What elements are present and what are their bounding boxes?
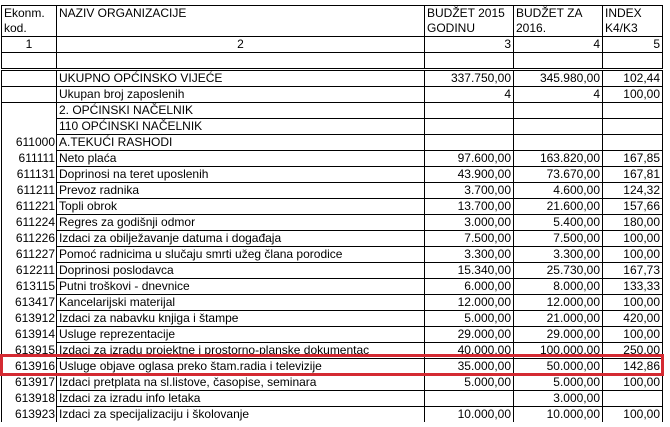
row-index: 142,86 [603, 359, 663, 375]
header-budget-2015: BUDŽET 2015 GODINU [425, 6, 514, 37]
row-name: Usluge reprezentacije [57, 327, 425, 343]
row-budget-2016: 21.600,00 [514, 199, 603, 215]
row-index: 100,00 [603, 247, 663, 263]
row-index: 100,00 [603, 295, 663, 311]
row-budget-2015: 35.000,00 [425, 359, 514, 375]
table-row [2, 263, 663, 279]
row-name: Izdaci za nabavku knjiga i štampe [57, 311, 425, 327]
column-number: 3 [425, 37, 514, 53]
header-code: Ekonm. kod. [2, 6, 57, 37]
header-index: INDEX K4/K3 [603, 6, 663, 37]
row-budget-2016: 50.000,00 [514, 359, 603, 375]
row-code: 613918 [2, 391, 57, 407]
row-code: 612211 [2, 263, 57, 279]
row-budget-2016: 3.000,00 [514, 391, 603, 407]
row-budget-2015: 7.500,00 [425, 231, 514, 247]
column-number-row [2, 37, 663, 53]
row-code: 611224 [2, 215, 57, 231]
row-budget-2016: 7.500,00 [514, 231, 603, 247]
row-budget-2015: 10.000,00 [425, 407, 514, 423]
row-budget-2016: 100.000,00 [514, 343, 603, 359]
row-code: 611211 [2, 183, 57, 199]
row-name: Doprinosi na teret uposlenih [57, 167, 425, 183]
row-name: Izdaci pretplata na sl.listove, časopise, seminara [57, 375, 425, 391]
table-row [2, 151, 663, 167]
table-row [2, 183, 663, 199]
row-budget-2016: 5.000,00 [514, 375, 603, 391]
row-index: 100,00 [603, 231, 663, 247]
row-code [2, 119, 57, 135]
column-number: 1 [2, 37, 57, 53]
row-index: 100,00 [603, 87, 663, 103]
row-budget-2016: 29.000,00 [514, 327, 603, 343]
table-row [2, 343, 663, 359]
row-budget-2016: 73.670,00 [514, 167, 603, 183]
row-code: 611131 [2, 167, 57, 183]
table-row [2, 359, 663, 375]
row-budget-2015: 6.000,00 [425, 279, 514, 295]
row-budget-2015: 12.000,00 [425, 295, 514, 311]
row-code: 611000 [2, 135, 57, 151]
row-budget-2016: 3.300,00 [514, 247, 603, 263]
column-number: 2 [57, 37, 425, 53]
row-index: 124,32 [603, 183, 663, 199]
row-index: 250,00 [603, 343, 663, 359]
row-index: 167,81 [603, 167, 663, 183]
row-name: Izdaci za izradu info letaka [57, 391, 425, 407]
row-code: 611227 [2, 247, 57, 263]
row-code: 613916 [2, 359, 57, 375]
row-budget-2015: 40.000,00 [425, 343, 514, 359]
row-budget-2015: 337.750,00 [425, 70, 514, 87]
row-name: Kancelarijski materijal [57, 295, 425, 311]
spacer-row [2, 53, 663, 70]
header-row [2, 6, 663, 37]
row-index: 133,33 [603, 279, 663, 295]
row-index: 157,66 [603, 199, 663, 215]
table-row [2, 407, 663, 423]
table-row [2, 87, 663, 103]
row-index: 167,85 [603, 151, 663, 167]
header-name: NAZIV ORGANIZACIJE [57, 6, 425, 37]
budget-table-body [2, 6, 663, 423]
table-row [2, 167, 663, 183]
row-name: Putni troškovi - dnevnice [57, 279, 425, 295]
row-code: 613923 [2, 407, 57, 423]
table-row [2, 327, 663, 343]
row-budget-2015 [425, 119, 514, 135]
row-budget-2015: 15.340,00 [425, 263, 514, 279]
row-code: 613912 [2, 311, 57, 327]
row-code: 613115 [2, 279, 57, 295]
row-budget-2016: 10.000,00 [514, 407, 603, 423]
row-name: Izdaci za obilježavanje datuma i događaja [57, 231, 425, 247]
row-index: 100,00 [603, 327, 663, 343]
row-budget-2016: 345.980,00 [514, 70, 603, 87]
row-name: Ukupan broj zaposlenih [57, 87, 425, 103]
row-code: 613914 [2, 327, 57, 343]
table-row [2, 199, 663, 215]
row-budget-2016: 25.730,00 [514, 263, 603, 279]
row-budget-2016: 12.000,00 [514, 295, 603, 311]
table-row [2, 119, 663, 135]
row-name: Pomoć radnicima u slučaju smrti užeg člana porodice [57, 247, 425, 263]
row-name: Regres za godišnji odmor [57, 215, 425, 231]
row-name: Prevoz radnika [57, 183, 425, 199]
row-code [2, 70, 57, 87]
table-row [2, 279, 663, 295]
row-budget-2016 [514, 135, 603, 151]
table-row [2, 103, 663, 119]
row-index [603, 103, 663, 119]
row-index: 420,00 [603, 311, 663, 327]
table-row [2, 375, 663, 391]
row-code: 611221 [2, 199, 57, 215]
row-code: 613917 [2, 375, 57, 391]
row-budget-2016: 5.400,00 [514, 215, 603, 231]
row-budget-2015: 3.000,00 [425, 215, 514, 231]
table-row [2, 391, 663, 407]
row-code: 613417 [2, 295, 57, 311]
row-index: 180,00 [603, 215, 663, 231]
row-code: 611226 [2, 231, 57, 247]
row-budget-2015: 3.700,00 [425, 183, 514, 199]
row-budget-2016: 4 [514, 87, 603, 103]
row-index [603, 391, 663, 407]
row-budget-2016 [514, 103, 603, 119]
row-code: 613915 [2, 343, 57, 359]
row-name: A.TEKUĆI RASHODI [57, 135, 425, 151]
row-budget-2015: 43.900,00 [425, 167, 514, 183]
row-budget-2015: 97.600,00 [425, 151, 514, 167]
row-index: 100,00 [603, 407, 663, 423]
row-budget-2015 [425, 135, 514, 151]
column-number: 4 [514, 37, 603, 53]
table-row [2, 247, 663, 263]
row-budget-2015: 5.000,00 [425, 375, 514, 391]
row-name: Neto plaća [57, 151, 425, 167]
row-name: Topli obrok [57, 199, 425, 215]
table-row [2, 311, 663, 327]
row-budget-2015: 4 [425, 87, 514, 103]
header-budget-2016: BUDŽET ZA 2016. [514, 6, 603, 37]
budget-table [1, 5, 663, 422]
row-budget-2016 [514, 119, 603, 135]
row-name: UKUPNO OPĆINSKO VIJEĆE [57, 70, 425, 87]
row-name: Izdaci za specijalizaciju i školovanje [57, 407, 425, 423]
row-budget-2015 [425, 103, 514, 119]
row-index [603, 119, 663, 135]
column-number: 5 [603, 37, 663, 53]
row-index: 167,73 [603, 263, 663, 279]
table-row [2, 215, 663, 231]
row-budget-2015: 5.000,00 [425, 311, 514, 327]
table-row [2, 70, 663, 87]
row-name: Doprinosi poslodavca [57, 263, 425, 279]
row-budget-2016: 8.000,00 [514, 279, 603, 295]
row-code [2, 103, 57, 119]
row-index [603, 135, 663, 151]
table-row [2, 231, 663, 247]
row-budget-2015 [425, 391, 514, 407]
row-name: Usluge objave oglasa preko štam.radia i televizije [57, 359, 425, 375]
row-budget-2015: 29.000,00 [425, 327, 514, 343]
row-name: 2. OPĆINSKI NAČELNIK [57, 103, 425, 119]
row-budget-2016: 21.000,00 [514, 311, 603, 327]
row-budget-2016: 163.820,00 [514, 151, 603, 167]
row-name: Izdaci za izradu projektne i prostorno-planske dokumentac [57, 343, 425, 359]
row-code: 611111 [2, 151, 57, 167]
row-budget-2016: 4.600,00 [514, 183, 603, 199]
table-row [2, 295, 663, 311]
table-row [2, 135, 663, 151]
row-budget-2015: 13.700,00 [425, 199, 514, 215]
row-index: 100,00 [603, 375, 663, 391]
row-index: 102,44 [603, 70, 663, 87]
row-code [2, 87, 57, 103]
row-name: 110 OPĆINSKI NAČELNIK [57, 119, 425, 135]
row-budget-2015: 3.300,00 [425, 247, 514, 263]
